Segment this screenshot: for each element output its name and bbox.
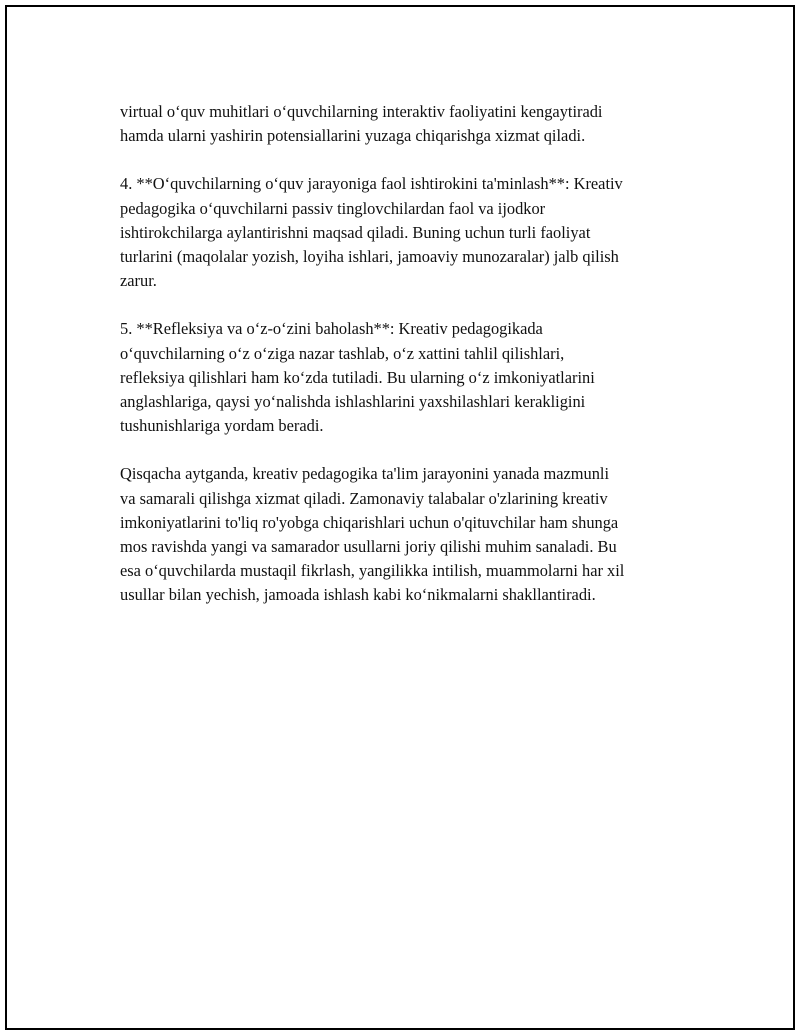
text-line: 5. **Refleksiya va o‘z-o‘zini baholash**: Kreativ pedagogikada [120, 319, 543, 339]
text-line: tushunishlariga yordam beradi. [120, 416, 324, 436]
text-line: pedagogika o‘quvchilarni passiv tinglovchilardan faol va ijodkor [120, 198, 546, 218]
text-line: zarur. [120, 271, 157, 291]
document-page [5, 5, 795, 1030]
text-line: hamda ularni yashirin potensiallarini yuzaga chiqarishga xizmat qiladi. [120, 126, 586, 146]
paragraph-item-5 [120, 317, 700, 438]
text-line: o‘quvchilarning o‘z o‘ziga nazar tashlab, o‘z xattini tahlil qilishlari, [120, 343, 565, 363]
text-line: esa o‘quvchilarda mustaqil fikrlash, yangilikka intilish, muammolarni har xil [120, 561, 625, 581]
text-line: mos ravishda yangi va samarador usullarni joriy qilishi muhim sanaladi. Bu [120, 537, 617, 557]
text-line: Qisqacha aytganda, kreativ pedagogika ta'lim jarayonini yanada mazmunli [120, 464, 610, 484]
text-line: refleksiya qilishlari ham ko‘zda tutiladi. Bu ularning o‘z imkoniyatlarini [120, 367, 595, 387]
paragraph-conclusion [120, 462, 700, 607]
text-line: usullar bilan yechish, jamoada ishlash kabi ko‘nikmalarni shakllantiradi. [120, 585, 596, 605]
document-body [120, 100, 700, 632]
text-line: 4. **O‘quvchilarning o‘quv jarayoniga faol ishtirokini ta'minlash**: Kreativ [120, 174, 623, 194]
text-line: virtual o‘quv muhitlari o‘quvchilarning interaktiv faoliyatini kengaytiradi [120, 102, 603, 121]
text-line: anglashlariga, qaysi yo‘nalishda ishlashlarini yaxshilashlari kerakligini [120, 392, 586, 412]
text-line: imkoniyatlarini to'liq ro'yobga chiqarishlari uchun o'qituvchilar ham shunga [120, 512, 619, 532]
text-line: turlarini (maqolalar yozish, loyiha ishlari, jamoaviy munozaralar) jalb qilish [120, 247, 619, 267]
paragraph-intro-continuation [120, 100, 700, 148]
text-line: ishtirokchilarga aylantirishni maqsad qiladi. Buning uchun turli faoliyat [120, 222, 591, 242]
paragraph-item-4 [120, 172, 700, 293]
text-line: va samarali qilishga xizmat qiladi. Zamonaviy talabalar o'zlarining kreativ [120, 488, 608, 508]
